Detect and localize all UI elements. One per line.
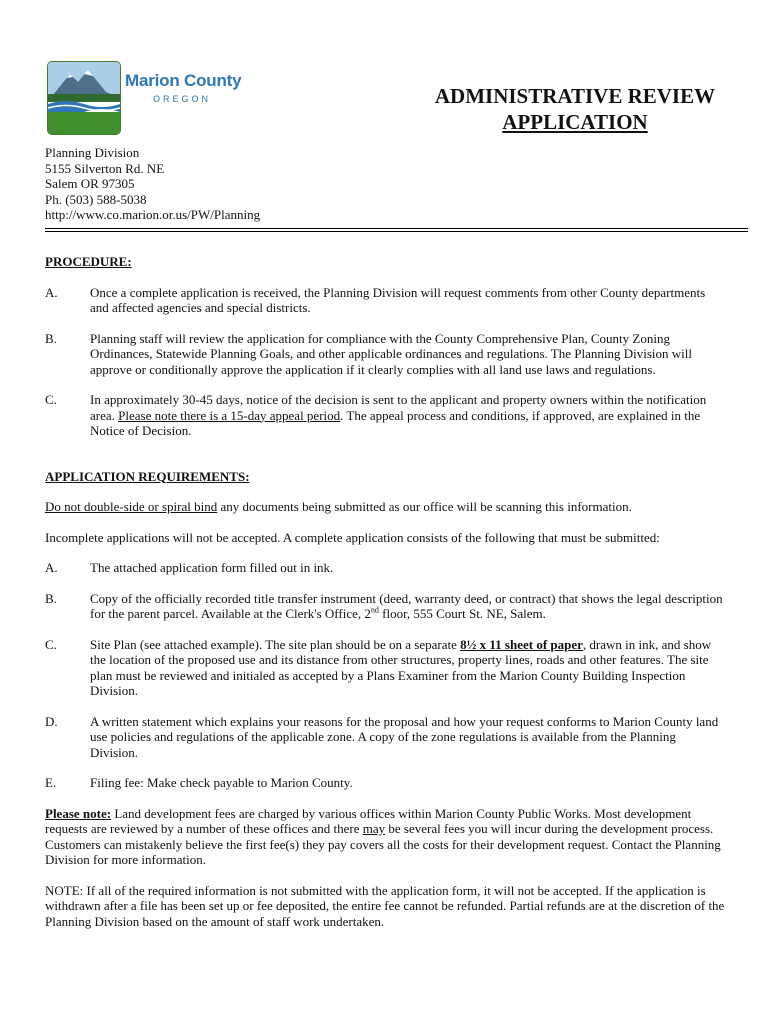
requirement-item-d <box>45 714 727 761</box>
requirement-item-c <box>45 637 727 699</box>
requirements-heading: APPLICATION REQUIREMENTS: <box>45 468 250 484</box>
marion-county-logo <box>47 61 247 133</box>
page-title <box>390 83 760 135</box>
appeal-period-note: Please note there is a 15-day appeal period <box>118 407 341 423</box>
item-text: Planning staff will review the application for compliance with the County Comprehensive Plan, County Zoning Ordinances, Statewide Planning Goals, and other applicable ordinances and regulations. The Planning Division will approve or conditionally approve the application if it clearly complies with all land use laws and regulations. <box>90 330 692 377</box>
requirement-item-a <box>45 560 727 576</box>
item-label: C. <box>45 636 57 652</box>
address-street: 5155 Silverton Rd. NE <box>45 160 165 176</box>
item-text: Filing fee: Make check payable to Marion County. <box>90 775 353 790</box>
procedure-heading: PROCEDURE: <box>45 254 132 269</box>
mountain-river-logo-icon <box>47 61 121 135</box>
fees-note: Please note: Land development fees are charged by various offices within Marion County Public Works. Most development requests are reviewed by a number of these offices and there may be several fees you will incur during the development process. Customers can mistakenly believe the first fee(s) they pay covers all the costs for their development request. Contact the Planning Division for more information. <box>45 805 721 867</box>
item-label: B. <box>45 590 57 606</box>
item-label: A. <box>45 284 58 300</box>
item-label: A. <box>45 560 58 575</box>
incomplete-notice: Incomplete applications will not be accepted. A complete application consists of the following that must be submitted: <box>45 529 660 545</box>
logo-county-name: Marion County <box>125 71 242 90</box>
item-label: C. <box>45 392 57 407</box>
procedure-item-b <box>45 331 727 378</box>
requirement-item-e <box>45 775 727 791</box>
requirement-item-b <box>45 591 727 622</box>
item-label: E. <box>45 775 57 790</box>
address-city: Salem OR 97305 <box>45 176 135 191</box>
item-text: A written statement which explains your reasons for the proposal and how your request conforms to Marion County land use policies and regulations of the applicable zone. A copy of the zone regulations is available from the Planning Division. <box>90 713 719 760</box>
document-body <box>45 254 727 929</box>
office-address <box>45 145 260 223</box>
address-phone: Ph. (503) 588-5038 <box>45 191 147 207</box>
no-double-side-note: Do not double-side or spiral bind <box>45 499 218 514</box>
address-division: Planning Division <box>45 145 140 160</box>
logo-state-name: OREGON <box>153 94 212 104</box>
fees-note-label: Please note: <box>45 805 112 821</box>
procedure-item-c <box>45 392 727 439</box>
item-text: The attached application form filled out in ink. <box>90 560 334 575</box>
address-website: http://www.co.marion.or.us/PW/Planning <box>45 207 261 222</box>
item-text: Once a complete application is received, the Planning Division will request comments from other County departments and affected agencies and special districts. <box>90 284 706 315</box>
header-divider-top <box>45 228 748 229</box>
header-divider-bottom <box>45 231 748 232</box>
title-line-1: ADMINISTRATIVE REVIEW <box>434 84 716 108</box>
item-text: Site Plan (see attached example). The site plan should be on a separate 8½ x 11 sheet of paper, drawn in ink, and show the location of the proposed use and its distance from other structures, property lines, roads and other features. The site plan must be reviewed and initialed as accepted by a Plans Examiner from the Marion County Building Inspection Division. <box>90 636 712 698</box>
scan-notice: Do not double-side or spiral bind any documents being submitted as our office will be scanning this information. <box>45 499 632 514</box>
title-line-2: APPLICATION <box>502 110 648 134</box>
procedure-item-a <box>45 285 727 316</box>
item-label: B. <box>45 330 57 346</box>
paper-size-note: 8½ x 11 sheet of paper <box>460 636 583 652</box>
item-text: In approximately 30-45 days, notice of the decision is sent to the applicant and property owners within the notification area. Please note there is a 15-day appeal period. The appeal process and conditions, if approved, are explained in the Notice of Decision. <box>90 392 707 438</box>
refund-note: NOTE: If all of the required information is not submitted with the application form, it will not be accepted. If the application is withdrawn after a file has been set up or fee deposited, the entire fee cannot be refunded. Partial refunds are at the discretion of the Planning Division based on the amount of staff work undertaken. <box>45 882 725 929</box>
item-text: Copy of the officially recorded title transfer instrument (deed, warranty deed, or contract) that shows the legal description for the parent parcel. Available at the Clerk's Office, 2nd floor, 555 Court St. NE, Salem. <box>90 590 723 621</box>
item-label: D. <box>45 713 58 729</box>
